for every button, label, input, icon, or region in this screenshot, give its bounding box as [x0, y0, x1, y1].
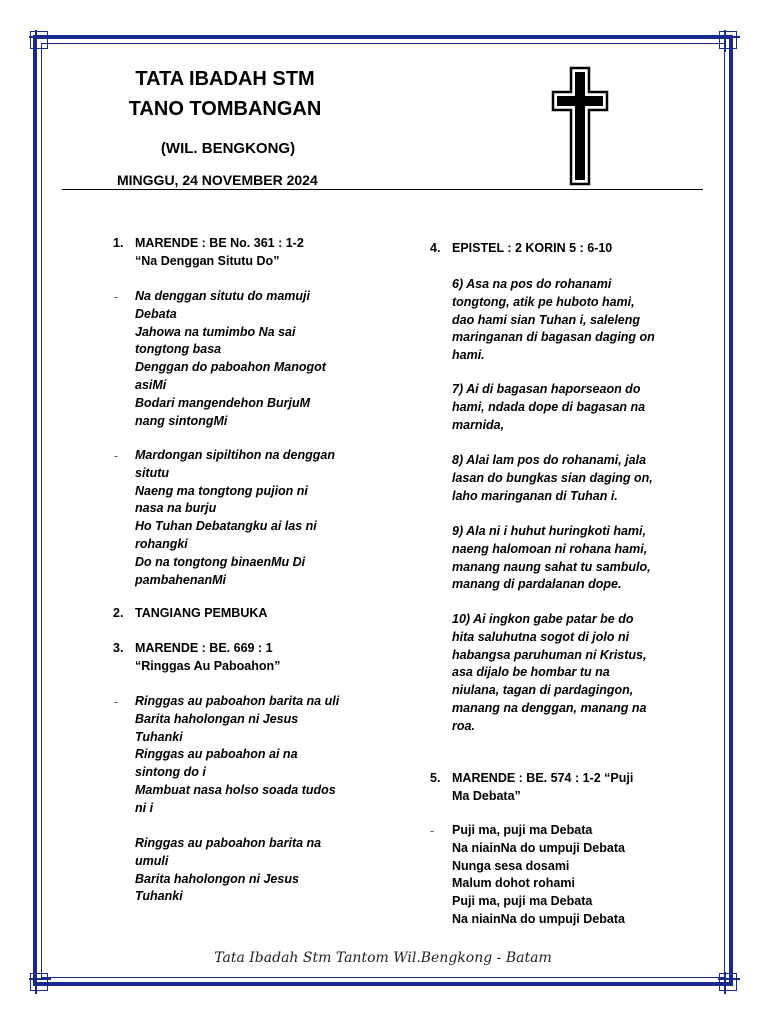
- epistle-verse-10: [452, 611, 646, 736]
- hymn-title: “Ringgas Au Paboahon”: [135, 658, 281, 673]
- cross-icon: [551, 66, 609, 186]
- page-footer: Tata Ibadah Stm Tantom Wil.Bengkong - Batam: [214, 950, 552, 966]
- corner-ornament: [719, 31, 737, 49]
- verse-line: Do na tongtong binaenMu Di: [135, 554, 306, 569]
- item-heading: EPISTEL : 2 KORIN 5 : 6-10: [452, 241, 613, 255]
- verse-line: dao hami sian Tuhan i, saleleng: [452, 312, 641, 327]
- verse-block: [135, 447, 335, 589]
- title-line-1: TATA IBADAH STM: [135, 68, 315, 90]
- verse-line: manang naung sahat tu sambulo,: [452, 559, 651, 574]
- corner-ornament: [30, 973, 48, 991]
- verse-line: niulana, tagan di pardagingon,: [452, 683, 634, 698]
- item-marende-5: [452, 770, 633, 806]
- verse-line: 7) Ai di bagasan haporseaon do: [452, 382, 641, 396]
- verse-line: Barita haholongon ni Jesus: [135, 871, 299, 886]
- verse-line: situtu: [135, 465, 170, 480]
- verse-line: maringanan di bagasan daging on: [452, 330, 655, 345]
- verse-line: lasan do bungkas sian daging on,: [452, 470, 653, 485]
- bullet-dash: -: [114, 695, 119, 709]
- verse-line: Ringgas au paboahon ai na: [135, 747, 298, 762]
- item-heading: MARENDE : BE No. 361 : 1-2: [135, 236, 304, 250]
- verse-line: laho maringanan di Tuhan i.: [452, 488, 618, 503]
- verse-block: [452, 822, 625, 929]
- verse-line: sintong do i: [135, 765, 206, 780]
- verse-line: 10) Ai ingkon gabe patar be do: [452, 612, 634, 626]
- bullet-dash: -: [430, 824, 435, 838]
- item-number: 5.: [430, 771, 441, 785]
- subtitle: (WIL. BENGKONG): [160, 140, 296, 157]
- verse-line: Mardongan sipiltihon na denggan: [135, 448, 335, 462]
- verse-line: rohangki: [135, 536, 188, 551]
- verse-line: Denggan do paboahon Manogot: [135, 360, 326, 375]
- verse-line: Ringgas au paboahon barita na: [135, 836, 322, 850]
- verse-line: Puji ma, puji ma Debata: [452, 823, 593, 837]
- verse-block: [135, 835, 321, 906]
- verse-line: Puji ma, puji ma Debata: [452, 894, 593, 909]
- hymn-title: “Na Denggan Situtu Do”: [135, 253, 280, 268]
- verse-line: tongtong, atik pe huboto hami,: [452, 294, 635, 309]
- verse-line: ni i: [135, 800, 154, 815]
- verse-line: hami, ndada dope di bagasan na: [452, 399, 646, 414]
- verse-line: asiMi: [135, 377, 167, 392]
- epistle-verse-7: [452, 381, 645, 434]
- verse-line: Bodari mangendehon BurjuM: [135, 395, 310, 410]
- item-marende-1: [135, 235, 304, 271]
- epistle-verse-6: [452, 276, 655, 365]
- bullet-dash: -: [114, 290, 119, 304]
- verse-line: Naeng ma tongtong pujion ni: [135, 483, 308, 498]
- item-number: 3.: [113, 641, 124, 655]
- verse-line: Na niainNa do umpuji Debata: [452, 911, 625, 926]
- verse-line: Malum dohot rohami: [452, 876, 575, 891]
- verse-line: Barita haholongan ni Jesus: [135, 711, 299, 726]
- item-heading: TANGIANG PEMBUKA: [135, 606, 268, 620]
- verse-line: nasa na burju: [135, 501, 217, 516]
- verse-line: roa.: [452, 718, 475, 733]
- verse-line: Tuhanki: [135, 889, 183, 904]
- verse-line: naeng halomoan ni rohana hami,: [452, 541, 648, 556]
- verse-line: Ringgas au paboahon barita na uli: [135, 694, 340, 708]
- verse-line: Mambuat nasa holso soada tudos: [135, 782, 336, 797]
- verse-line: 8) Alai lam pos do rohanami, jala: [452, 453, 647, 467]
- corner-ornament: [30, 31, 48, 49]
- verse-line: manang na denggan, manang na: [452, 700, 647, 715]
- verse-line: tongtong basa: [135, 342, 222, 357]
- item-number: 1.: [113, 236, 124, 250]
- item-number: 4.: [430, 241, 441, 255]
- verse-line: asa dijalo be hombar tu na: [452, 665, 610, 680]
- epistle-verse-8: [452, 452, 653, 505]
- verse-line: umuli: [135, 853, 169, 868]
- item-heading: MARENDE : BE. 669 : 1: [135, 641, 273, 655]
- verse-line: nang sintongMi: [135, 413, 228, 428]
- item-heading: MARENDE : BE. 574 : 1-2 “Puji: [452, 771, 634, 785]
- verse-line: Ho Tuhan Debatangku ai las ni: [135, 519, 317, 534]
- verse-line: 9) Ala ni i huhut huringkoti hami,: [452, 524, 646, 538]
- epistle-verse-9: [452, 523, 651, 594]
- item-tangiang: [135, 605, 267, 623]
- verse-block: [135, 693, 339, 818]
- item-epistel: [452, 240, 612, 258]
- verse-line: Nunga sesa dosami: [452, 858, 570, 873]
- verse-line: manang di pardalanan dope.: [452, 577, 622, 592]
- item-marende-3: [135, 640, 280, 676]
- hymn-title: Ma Debata”: [452, 788, 521, 803]
- verse-block: [135, 288, 326, 430]
- verse-line: Na niainNa do umpuji Debata: [452, 840, 625, 855]
- verse-line: Na denggan situtu do mamuji: [135, 289, 311, 303]
- corner-ornament: [719, 973, 737, 991]
- title-line-2: TANO TOMBANGAN: [128, 98, 322, 120]
- verse-line: Jahowa na tumimbo Na sai: [135, 324, 296, 339]
- verse-line: Tuhanki: [135, 729, 183, 744]
- verse-line: habangsa paruhuman ni Kristus,: [452, 647, 647, 662]
- service-date: MINGGU, 24 NOVEMBER 2024: [117, 172, 318, 188]
- verse-line: pambahenanMi: [135, 572, 226, 587]
- verse-line: hami.: [452, 348, 485, 363]
- header-divider: [62, 189, 703, 190]
- bullet-dash: -: [114, 449, 119, 463]
- verse-line: hita saluhutna sogot di jolo ni: [452, 629, 630, 644]
- verse-line: 6) Asa na pos do rohanami: [452, 277, 612, 291]
- item-number: 2.: [113, 606, 124, 620]
- verse-line: marnida,: [452, 417, 505, 432]
- verse-line: Debata: [135, 306, 177, 321]
